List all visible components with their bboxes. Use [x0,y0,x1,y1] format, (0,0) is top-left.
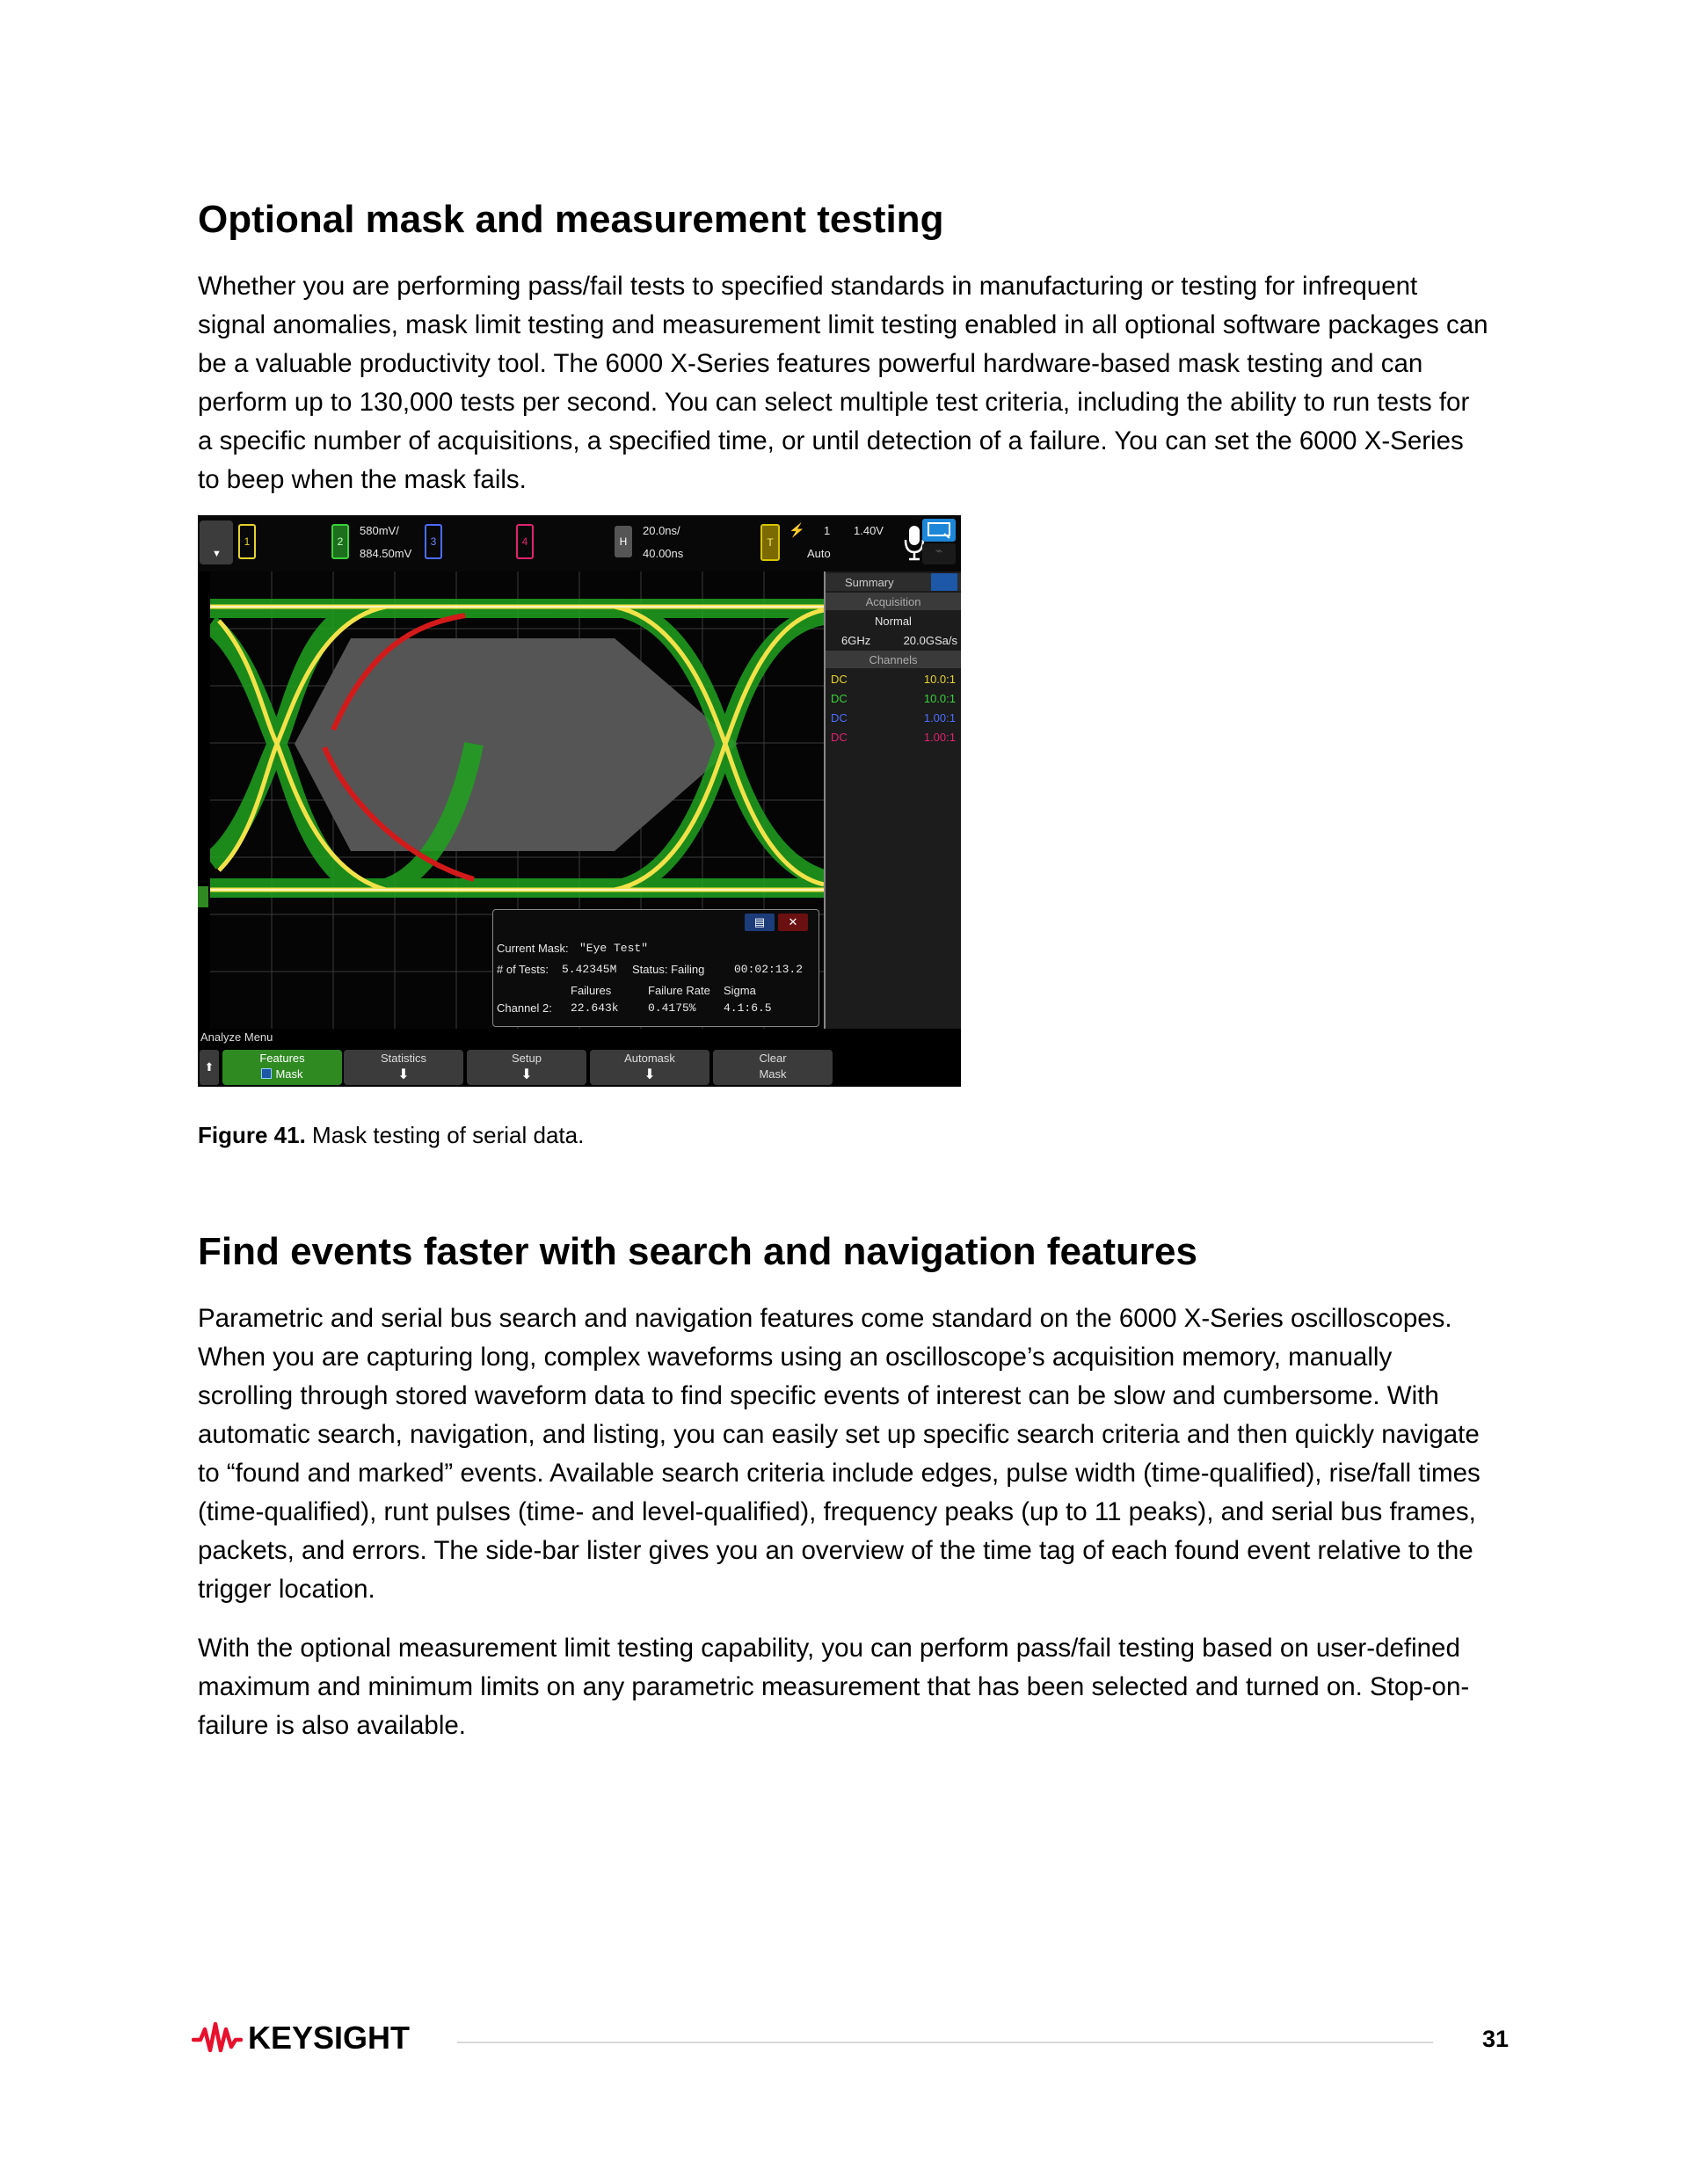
tests-value: 5.42345M [562,963,617,976]
channel4-indicator[interactable]: 4 [516,524,534,559]
sample-rate-value: 20.0GSa/s [903,633,957,647]
channel-row: DC 1.00:1 [831,730,956,744]
checkbox-icon [261,1068,272,1079]
analyze-menu [198,1029,961,1087]
tests-label: # of Tests: [497,963,549,976]
arrow-down-icon: ⬇ [520,1067,533,1082]
sidebar-channels-header: Channels [826,651,961,668]
left-ruler [198,571,208,1029]
figure-label: Figure 41. [198,1122,306,1148]
brand-name: KEYSIGHT [248,2020,411,2056]
arrow-down-icon: ⬇ [644,1067,656,1082]
page-number: 31 [1482,2026,1510,2052]
status-text: Status: Failing [632,963,705,976]
failures-value: 22.643k [571,1001,619,1015]
sigma-column-header: Sigma [724,984,756,997]
section-title-search-navigation: Find events faster with search and navigation features [198,1230,1197,1273]
analyze-menu-title: Analyze Menu [200,1030,273,1044]
channel2-ground-marker[interactable] [198,886,208,907]
mask-testing-paragraph: Whether you are performing pass/fail tests to specified standards in manufacturing or testing for infrequent signal anomalies, mask limit testing and measurement limit testing enabled in all optional software packages can be a valuable productivity tool. The 6000 X-Series features powerful hardware-based mask testing and can perform up to 130,000 tests per second. You can select multiple test criteria, including the ability to run tests for a specific number of acquisitions, a specified time, or until detection of a failure. You can set the 6000 X-Series to beep when the mask fails. [198,272,1488,494]
figure-caption [198,1122,584,1149]
mask-status-panel [492,909,819,1027]
failure-rate-column-header: Failure Rate [648,984,710,997]
keysight-logo [192,2019,410,2057]
sidebar-acquisition-header: Acquisition [826,593,961,610]
touch-display-icon[interactable] [922,519,956,542]
softkey-automask[interactable]: Automask ⬇ [590,1050,709,1085]
sidebar-menu-icon[interactable] [931,573,957,591]
failures-column-header: Failures [571,984,612,997]
menu-up-icon[interactable]: ⬆ [200,1050,219,1085]
channel1-indicator[interactable]: 1 [238,524,256,559]
zoom-icon[interactable]: ⌁ [922,543,956,564]
elapsed-time: 00:02:13.2 [734,963,804,976]
sidebar-summary-tab[interactable]: Summary [826,573,961,591]
channel2-indicator[interactable]: 2 [331,524,349,559]
softkey-setup[interactable]: Setup ⬇ [467,1050,586,1085]
acquisition-mode: Normal [875,614,912,628]
main-menu-button[interactable] [200,521,233,564]
softkey-clear-mask[interactable]: Clear Mask [713,1050,833,1085]
chevron-down-icon: ▼ [212,549,222,559]
timebase-value: 20.0ns/ [643,524,680,537]
limit-testing-paragraph: With the optional measurement limit testing capability, you can perform pass/fail testing based on user-defined maximum and minimum limits on any parametric measurement that has been selected and turned on. Stop-on-failure is also available. [198,1634,1470,1740]
trigger-level: 1.40V [854,524,884,537]
current-mask-label: Current Mask: [497,942,569,955]
bandwidth-value: 6GHz [841,633,871,647]
figure-caption-text: Mask testing of serial data. [305,1122,585,1148]
current-mask-value: "Eye Test" [579,942,649,955]
sigma-value: 4.1:6.5 [724,1001,772,1015]
channel2-offset: 884.50mV [360,547,412,560]
delay-value: 40.00ns [643,547,684,560]
trigger-source: 1 [824,524,831,537]
footer-divider [457,2042,1433,2043]
softkey-statistics[interactable]: Statistics ⬇ [344,1050,463,1085]
trigger-indicator[interactable]: T [760,524,780,561]
scope-status-bar [198,515,961,571]
arrow-down-icon: ⬇ [397,1067,410,1082]
acquisition-rates [826,631,961,649]
panel-menu-icon[interactable]: ▤ [745,914,775,931]
channel2-row-label: Channel 2: [497,1001,552,1015]
trigger-mode: Auto [807,547,831,560]
keysight-wave-icon [192,2020,243,2056]
section-title-mask-testing: Optional mask and measurement testing [198,198,944,241]
sidebar-summary [826,571,961,1029]
oscilloscope-screenshot [198,515,961,1087]
trigger-edge-icon: ⚡ [789,523,805,538]
channel3-indicator[interactable]: 3 [425,524,442,559]
failure-rate-value: 0.4175% [648,1001,696,1015]
channel-row: DC 10.0:1 [831,672,956,686]
horizontal-indicator[interactable]: H [615,526,632,557]
search-navigation-paragraph: Parametric and serial bus search and navigation features come standard on the 6000 X-Series oscilloscopes. When you are capturing long, complex waveforms using an oscilloscope’s acquisition memory, manually scrolling through stored waveform data to find specific events of interest can be slow and cumbersome. With automatic search, navigation, and listing, you can easily set up specific search criteria and then quickly navigate to “found and marked” events. Available search criteria include edges, pulse width (time-qualified), rise/fall times (time-qualified), runt pulses (time- and level-qualified), frequency peaks (up to 11 peaks), and serial bus frames, packets, and errors. The side-bar lister gives you an overview of the time tag of each found event relative to the trigger location. [198,1304,1481,1604]
channel2-scale: 580mV/ [360,524,399,537]
channel-row: DC 1.00:1 [831,710,956,724]
softkey-features[interactable]: Features Mask [222,1050,342,1085]
close-icon[interactable]: ✕ [778,914,808,931]
channel-row: DC 10.0:1 [831,691,956,705]
